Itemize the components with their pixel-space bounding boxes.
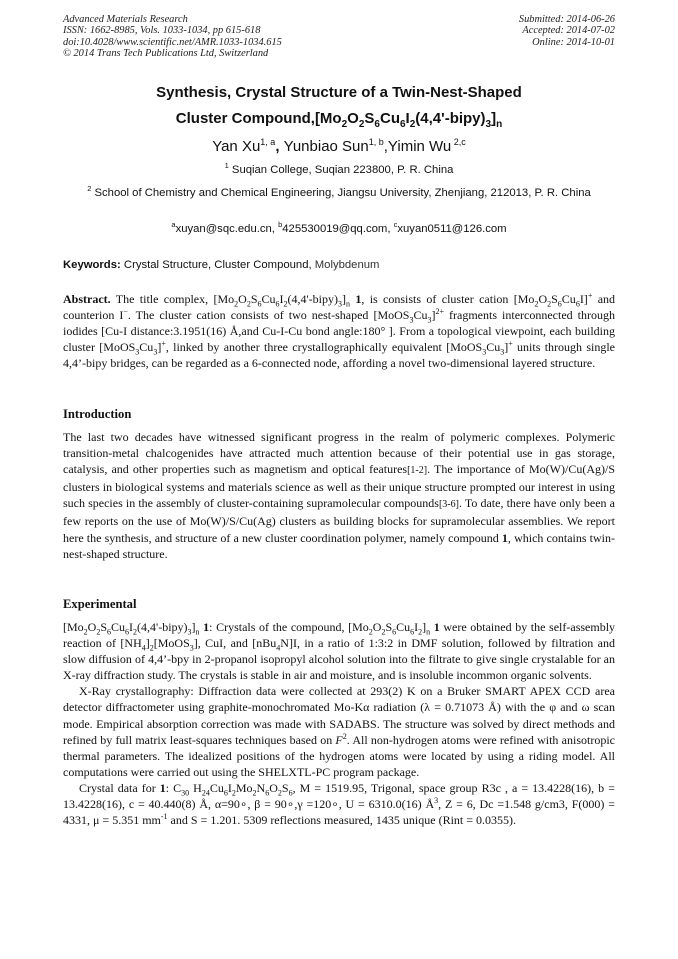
- keywords: Keywords: Crystal Structure, Cluster Compound, Molybdenum: [63, 259, 380, 271]
- journal-name: Advanced Materials Research: [63, 14, 188, 25]
- experimental-text: [63, 619, 615, 828]
- email-c[interactable]: xuyan0511@126.com: [397, 223, 507, 235]
- title-line-1: Synthesis, Crystal Structure of a Twin-Nest-Shaped: [156, 84, 522, 101]
- accepted-date: Accepted: 2014-07-02: [522, 25, 615, 37]
- author-1: Yan Xu: [212, 138, 261, 155]
- email-b[interactable]: 425530019@qq.com,: [282, 223, 394, 235]
- synthesis-paragraph: $[Mo_2O_2S_6Cu_6I_2(4,4'-bipy)_3]_n$ 1: Crystals of the compound, $[Mo_2O_2S_6Cu_6I_2]_n$ 1 were obtained by the self-assembly reaction of $[NH_4]_2[MoOS_3]$, CuI, and [nBu$_4$N]I, in a ratio of 1:3:2 in DMF solution, followed by filtration and slow diffusion of 4,4’-bpy in 2-propanol isopropyl alcohol solution into the filtrate to give single crystalable for an X-ray diffraction study. The crystals is stable in air and moisture, and is insoluble incommon organic solvents.: [63, 620, 616, 683]
- issn-line: ISSN: 1662-8985, Vols. 1033-1034, pp 615-618: [63, 25, 261, 37]
- online-date: Online: 2014-10-01: [532, 36, 615, 48]
- keywords-label: Keywords:: [63, 259, 121, 271]
- introduction-text: The last two decades have witnessed significant progress in the realm of polymeric complexes. Polymeric transition-metal chalcogenides have attracted much attention because of their potential use in gas storage, catalysis, and other properties such as magnetism and optical features[1-2]. The importance of Mo(W)/Cu(Ag)/S clusters in biological systems and materials science as well as their unique structure prompted our interest in using such species in the assembly of cluster-containing supramolecular compounds[3-6]. To date, there have only been a few reports on the use of Mo(W)/S/Cu(Ag) clusters as building blocks for supramolecular assemblies. We report here the synthesis, and structure of a new cluster coordination polymer, namely compound 1, which contains twin-nest-shaped structure.: [63, 430, 616, 561]
- email-a[interactable]: xuyan@sqc.edu.cn,: [175, 223, 279, 235]
- journal-info: [63, 14, 282, 59]
- introduction-heading: Introduction: [63, 407, 132, 421]
- crystal-data-paragraph: Crystal data for 1: $C_{30}$ $H_{24}Cu_6I_2Mo_2N_6O_2S_6$, M = 1519.95, Trigonal, space group R3c , a = 13.4228(16), b = 13.4228(16), c = 40.440(8) Å, α=90∘, β = 90∘,γ =120∘, U = 6310.0(16) $Å^3$, Z = 6, Dc =1.548 g/cm3, F(000) = 4331, μ = 5.351 $mm^{-1}$ and S = 1.201. 5309 reflections measured, 1435 unique (Rint = 0.0355).: [63, 780, 615, 828]
- title-line-2: Cluster $Compound,[Mo_2O_2S_6Cu_6I_2(4,4'-bipy)_3]_n$: [175, 110, 503, 130]
- submitted-date: Submitted: 2014-06-26: [518, 14, 615, 25]
- author-2: Yunbiao Sun: [283, 138, 369, 155]
- author-3: Yimin Wu: [387, 138, 452, 155]
- author-list: Yan Xu$^{1, a}$, Yunbiao Sun$^{1, b}$,Yimin Wu $^{2,c}$: [212, 137, 466, 155]
- author-emails: $^a$xuyan@sqc.edu.cn, $^b$425530019@qq.com, $^c$xuyan0511@126.com: [171, 220, 507, 235]
- abstract: Abstract. The title complex, $[Mo_2O_2S_6Cu_6I_2(4,4'-bipy)_3]_n$ 1, is consists of cluster cation $[Mo_2O_2S_6Cu_6I]^+$ and counterion I−. The cluster cation consists of two nest-shaped $[MoOS_3Cu_3]^{2+}$ fragments interconnected through iodides [Cu-I distance:3.1951(16) Å,and Cu-I-Cu bond angle:180° ]. From a topological viewpoint, each building cluster $[MoOS_3Cu_3]^+$, linked by another three crystallographically equivalent $[MoOS_3Cu_3]^+$ units through single 4,4’-bipy bridges, can be regarded as a 6-connected node, affording a novel two-dimensional layered structure.: [63, 291, 616, 371]
- xray-paragraph: X-Ray crystallography: Diffraction data were collected at 293(2) K on a Bruker SMART APEX CCD area detector diffractometer using graphite-monochromated Mo-Kα radiation (λ = 0.71073 Å) with the φ and ω scan mode. Empirical absorption correction was made with SADABS. The structure was solved by direct methods and refined by full matrix least-squares techniques based on $F^2$. All non-hydrogen atoms were refined with anisotropic thermal parameters. The idealized positions of the hydrogen atoms were located by using a riding model. All computations were carried out using the SHELXTL-PC program package.: [63, 684, 615, 779]
- affiliation-1: $^1$ Suqian College, Suqian 223800, P. R. China: [224, 161, 454, 176]
- dates-info: [519, 14, 615, 48]
- experimental-heading: Experimental: [63, 597, 137, 611]
- affiliation-2: $^2$ School of Chemistry and Chemical Engineering, Jiangsu University, Zhenjiang, 212013, P. R. China: [87, 184, 591, 199]
- paper-title: [40, 80, 638, 132]
- citation-1-2[interactable]: [1-2]: [407, 465, 428, 477]
- copyright-line: © 2014 Trans Tech Publications Ltd, Switzerland: [63, 47, 269, 59]
- abstract-label: Abstract.: [63, 292, 111, 306]
- citation-3-6[interactable]: [3-6]: [438, 499, 459, 511]
- doi-line[interactable]: doi:10.4028/www.scientific.net/AMR.1033-1034.615: [63, 36, 282, 48]
